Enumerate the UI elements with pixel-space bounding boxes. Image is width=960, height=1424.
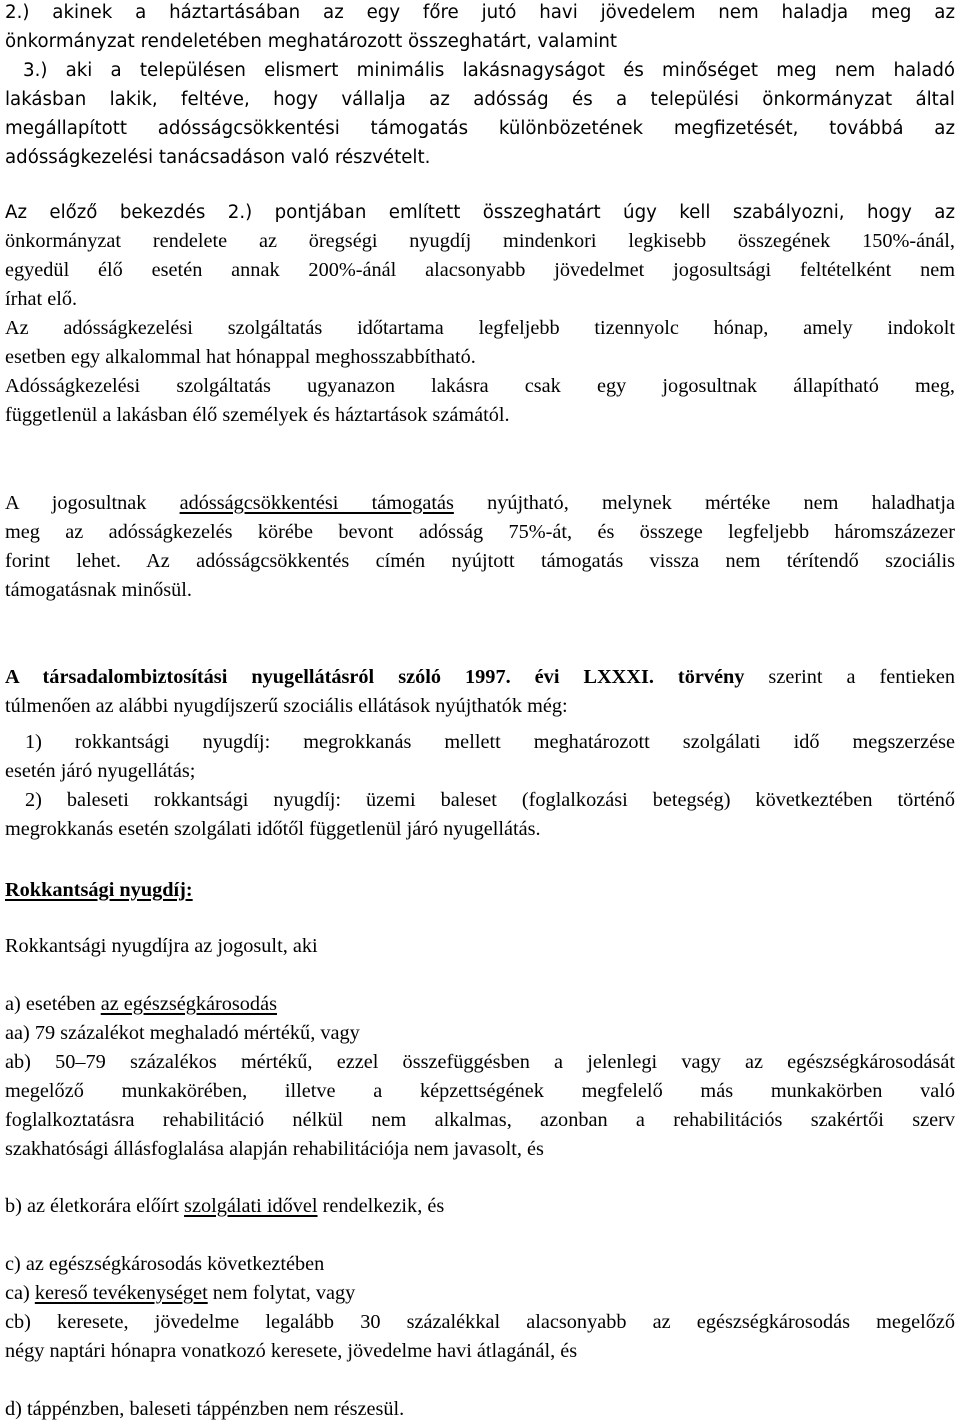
condition-ca xyxy=(5,1279,955,1308)
single-eligibility-line1: Adósságkezelési szolgáltatás ugyanazon lakásra csak egy jogosultnak állapítható meg, xyxy=(5,375,955,397)
condition-ab-line2: megelőző munkakörében, illetve a képzettségének megfelelő más munkakörben való xyxy=(5,1080,955,1102)
condition-d: d) táppénzben, baleseti táppénzben nem részesül. xyxy=(5,1398,405,1420)
income-limit-section xyxy=(5,198,955,430)
pension-act-section xyxy=(5,663,955,844)
income-limit-line1: Az előző bekezdés 2.) pontjában említett összeghatárt úgy kell szabályozni, hogy az xyxy=(5,202,955,223)
eligibility-conditions xyxy=(5,0,955,172)
income-limit-line4: írhat elő. xyxy=(5,288,78,310)
debt-reduction-lead: A jogosultnak xyxy=(5,492,180,514)
condition-aa: aa) 79 százalékot meghaladó mértékű, vagy xyxy=(5,1022,360,1044)
debt-reduction-line2: meg az adósságkezelés körébe bevont adósság 75%-át, és összege legfeljebb háromszázezer xyxy=(5,521,955,543)
debt-reduction-tail: nyújtható, melynek mértéke nem haladhatja xyxy=(453,492,955,514)
disability-pension-section xyxy=(5,876,955,905)
pension-act-line1 xyxy=(5,663,955,692)
condition-3-line1: 3.) aki a településen elismert minimális lakásnagyságot és minőséget meg nem haladó xyxy=(23,60,955,81)
pension-act-title: A társadalombiztosítási nyugellátásról szóló 1997. évi LXXXI. törvény xyxy=(5,666,745,688)
disability-intro-text: Rokkantsági nyugdíjra az jogosult, aki xyxy=(5,935,318,957)
debt-reduction-line1 xyxy=(5,489,955,518)
single-eligibility-line2: függetlenül a lakásban élő személyek és háztartások számától. xyxy=(5,404,510,426)
condition-cb-line1: cb) keresete, jövedelme legalább 30 százalékkal alacsonyabb az egészségkárosodás megelőző xyxy=(5,1311,955,1333)
condition-a-block xyxy=(5,990,955,1164)
condition-b-lead: b) az életkorára előírt xyxy=(5,1195,185,1217)
condition-d-block xyxy=(5,1395,955,1424)
item-2-line2: megrokkanás esetén szolgálati időtől függetlenül járó nyugellátás. xyxy=(5,818,541,840)
condition-b-tail: rendelkezik, és xyxy=(317,1195,445,1217)
condition-a-term: az egészségkárosodás xyxy=(100,993,277,1015)
disability-pension-heading: Rokkantsági nyugdíj: xyxy=(5,879,193,901)
condition-b xyxy=(5,1192,955,1221)
condition-3-line4: adósságkezelési tanácsadáson való részvételt. xyxy=(5,147,431,168)
debt-reduction-line4: támogatásnak minősül. xyxy=(5,579,193,601)
condition-ca-term: kereső tevékenységet xyxy=(34,1282,208,1304)
pension-act-line2: túlmenően az alábbi nyugdíjszerű szociális ellátások nyújthatók még: xyxy=(5,695,568,717)
income-limit-line3: egyedül élő esetén annak 200%-ánál alacsonyabb jövedelmet jogosultsági feltételként nem xyxy=(5,259,955,281)
condition-a xyxy=(5,990,955,1019)
condition-3-line2: lakásban lakik, feltéve, hogy vállalja az adósság és a települési önkormányzat által xyxy=(5,89,955,110)
debt-reduction-section xyxy=(5,489,955,605)
condition-c-block xyxy=(5,1250,955,1366)
condition-b-block xyxy=(5,1192,955,1221)
condition-ab-line4: szakhatósági állásfoglalása alapján rehabilitációja nem javasolt, és xyxy=(5,1138,544,1160)
duration-line2: esetben egy alkalommal hat hónappal meghosszabbítható. xyxy=(5,346,476,368)
debt-reduction-term: adósságcsökkentési támogatás xyxy=(179,492,454,514)
condition-ab-line1: ab) 50–79 százalékos mértékű, ezzel összefüggésben a jelenlegi vagy az egészségkárosodását xyxy=(5,1051,955,1073)
condition-cb-line2: négy naptári hónapra vonatkozó keresete, jövedelme havi átlagánál, és xyxy=(5,1340,578,1362)
item-2-line1: 2) baleseti rokkantsági nyugdíj: üzemi baleset (foglalkozási betegség) következtében történő xyxy=(25,789,955,811)
condition-2-line2: önkormányzat rendeletében meghatározott összeghatárt, valamint xyxy=(5,31,618,52)
condition-a-lead: a) esetében xyxy=(5,993,101,1015)
disability-intro xyxy=(5,932,955,961)
pension-act-tail: szerint a fentieken xyxy=(744,666,955,688)
debt-reduction-line3: forint lehet. Az adósságcsökkentés címén nyújtott támogatás vissza nem térítendő szociális xyxy=(5,550,955,572)
duration-line1: Az adósságkezelési szolgáltatás időtartama legfeljebb tizennyolc hónap, amely indokolt xyxy=(5,317,955,339)
condition-2-line1: 2.) akinek a háztartásában az egy főre jutó havi jövedelem nem haladja meg az xyxy=(5,2,955,23)
income-limit-line2: önkormányzat rendelete az öregségi nyugdíj mindenkori legkisebb összegének 150%-ánál, xyxy=(5,230,955,252)
item-1-line2: esetén járó nyugellátás; xyxy=(5,760,196,782)
condition-ab-line3: foglalkoztatásra rehabilitáció nélkül nem alkalmas, azonban a rehabilitációs szakértői szerv xyxy=(5,1109,955,1131)
condition-ca-lead: ca) xyxy=(5,1282,35,1304)
condition-3-line3: megállapított adósságcsökkentési támogatás különbözetének megfizetését, továbbá az xyxy=(5,118,955,139)
condition-b-term: szolgálati idővel xyxy=(184,1195,318,1217)
condition-ca-tail: nem folytat, vagy xyxy=(207,1282,356,1304)
condition-c: c) az egészségkárosodás következtében xyxy=(5,1253,325,1275)
item-1-line1: 1) rokkantsági nyugdíj: megrokkanás mellett meghatározott szolgálati idő megszerzése xyxy=(25,731,955,753)
